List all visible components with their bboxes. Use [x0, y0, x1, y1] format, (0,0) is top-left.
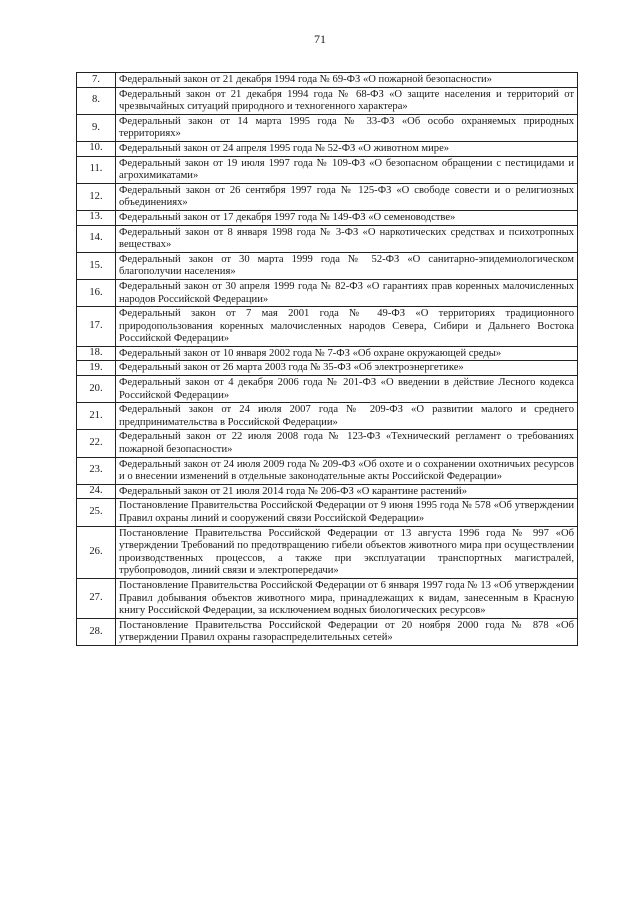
table-row [77, 526, 578, 578]
table-row [77, 307, 578, 347]
row-number: 26. [77, 526, 116, 578]
table-row [77, 73, 578, 88]
row-number: 8. [77, 87, 116, 114]
table-row [77, 499, 578, 526]
row-text: Федеральный закон от 24 апреля 1995 года № 52-ФЗ «О животном мире» [116, 141, 578, 156]
row-text: Федеральный закон от 4 декабря 2006 года № 201-ФЗ «О введении в действие Лесного кодекса Российской Федерации» [116, 376, 578, 403]
row-text: Постановление Правительства Российской Федерации от 9 июня 1995 года № 578 «Об утверждении Правил охраны линий и сооружений связи Российской Федерации» [116, 499, 578, 526]
row-number: 21. [77, 403, 116, 430]
row-number: 24. [77, 484, 116, 499]
regulations-table-body [77, 73, 578, 646]
row-number: 18. [77, 346, 116, 361]
row-text: Федеральный закон от 30 апреля 1999 года № 82-ФЗ «О гарантиях прав коренных малочисленных народов Российской Федерации» [116, 279, 578, 306]
row-text: Федеральный закон от 8 января 1998 года № 3-ФЗ «О наркотических средствах и психотропных веществах» [116, 225, 578, 252]
regulations-table [76, 72, 578, 646]
table-row [77, 279, 578, 306]
row-text: Федеральный закон от 24 июля 2007 года № 209-ФЗ «О развитии малого и среднего предпринимательства в Российской Федерации» [116, 403, 578, 430]
table-row [77, 430, 578, 457]
row-number: 15. [77, 252, 116, 279]
table-row [77, 183, 578, 210]
table-row [77, 156, 578, 183]
row-number: 11. [77, 156, 116, 183]
page-number: 71 [314, 32, 326, 46]
row-number: 10. [77, 141, 116, 156]
row-text: Федеральный закон от 21 июля 2014 года № 206-ФЗ «О карантине растений» [116, 484, 578, 499]
row-text: Федеральный закон от 21 декабря 1994 года № 69-ФЗ «О пожарной безопасности» [116, 73, 578, 88]
row-number: 12. [77, 183, 116, 210]
row-text: Постановление Правительства Российской Федерации от 20 ноября 2000 года № 878 «Об утверждении Правил охраны газораспределительных сетей» [116, 618, 578, 645]
row-number: 20. [77, 376, 116, 403]
table-row [77, 225, 578, 252]
table-row [77, 618, 578, 645]
table-row [77, 252, 578, 279]
row-text: Федеральный закон от 21 декабря 1994 года № 68-ФЗ «О защите населения и территорий от чрезвычайных ситуаций природного и техногенного характера» [116, 87, 578, 114]
row-text: Федеральный закон от 7 мая 2001 года № 49-ФЗ «О территориях традиционного природопользования коренных малочисленных народов Севера, Сибири и Дальнего Востока Российской Федерации» [116, 307, 578, 347]
row-number: 9. [77, 114, 116, 141]
row-text: Постановление Правительства Российской Федерации от 13 августа 1996 года № 997 «Об утверждении Требований по предотвращению гибели объектов животного мира при осуществлении производственных процессов, а также при эксплуатации транспортных магистралей, трубопроводов, линий связи и электропередачи» [116, 526, 578, 578]
table-row [77, 376, 578, 403]
row-number: 19. [77, 361, 116, 376]
table-row [77, 210, 578, 225]
row-number: 28. [77, 618, 116, 645]
row-text: Федеральный закон от 10 января 2002 года № 7-ФЗ «Об охране окружающей среды» [116, 346, 578, 361]
row-number: 25. [77, 499, 116, 526]
table-row [77, 457, 578, 484]
table-row [77, 361, 578, 376]
row-number: 13. [77, 210, 116, 225]
table-row [77, 141, 578, 156]
row-number: 23. [77, 457, 116, 484]
table-row [77, 114, 578, 141]
row-number: 22. [77, 430, 116, 457]
table-row [77, 87, 578, 114]
table-row [77, 578, 578, 618]
row-text: Федеральный закон от 24 июля 2009 года № 209-ФЗ «Об охоте и о сохранении охотничьих ресурсов и о внесении изменений в отдельные законодательные акты Российской Федерации» [116, 457, 578, 484]
row-number: 27. [77, 578, 116, 618]
table-row [77, 484, 578, 499]
row-text: Федеральный закон от 19 июля 1997 года № 109-ФЗ «О безопасном обращении с пестицидами и агрохимикатами» [116, 156, 578, 183]
row-text: Федеральный закон от 26 сентября 1997 года № 125-ФЗ «О свободе совести и о религиозных объединениях» [116, 183, 578, 210]
table-row [77, 403, 578, 430]
row-text: Постановление Правительства Российской Федерации от 6 января 1997 года № 13 «Об утверждении Правил добывания объектов животного мира, принадлежащих к видам, занесенным в Красную книгу Российской Федерации, за исключением водных биологических ресурсов» [116, 578, 578, 618]
row-text: Федеральный закон от 22 июля 2008 года № 123-ФЗ «Технический регламент о требованиях пожарной безопасности» [116, 430, 578, 457]
row-text: Федеральный закон от 17 декабря 1997 года № 149-ФЗ «О семеноводстве» [116, 210, 578, 225]
row-text: Федеральный закон от 26 марта 2003 года № 35-ФЗ «Об электроэнергетике» [116, 361, 578, 376]
table-row [77, 346, 578, 361]
row-text: Федеральный закон от 30 марта 1999 года № 52-ФЗ «О санитарно-эпидемиологическом благополучии населения» [116, 252, 578, 279]
row-number: 16. [77, 279, 116, 306]
row-number: 14. [77, 225, 116, 252]
row-number: 17. [77, 307, 116, 347]
row-text: Федеральный закон от 14 марта 1995 года № 33-ФЗ «Об особо охраняемых природных территориях» [116, 114, 578, 141]
row-number: 7. [77, 73, 116, 88]
